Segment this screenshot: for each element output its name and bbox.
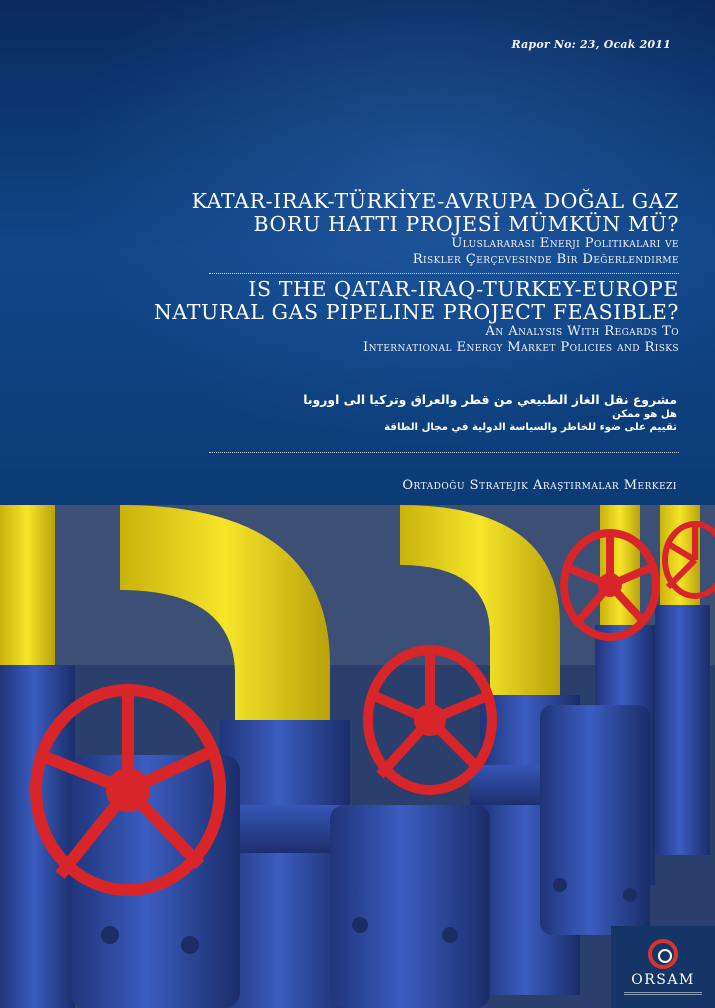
english-subtitle-line-1: An Analysis With Regards To — [485, 324, 679, 339]
report-number: Rapor No: 23, Ocak 2011 — [511, 38, 671, 51]
english-subtitle-line-2: International Energy Market Policies and Risks — [363, 340, 679, 355]
arabic-title-block — [157, 392, 677, 434]
orsam-logo-subline — [624, 992, 702, 995]
english-title-line-2: NATURAL GAS PIPELINE PROJECT FEASIBLE? — [153, 300, 679, 324]
dotted-divider — [209, 452, 679, 453]
arabic-title-line-2: هل هو ممكن — [612, 409, 677, 420]
pipeline-illustration — [0, 505, 715, 1008]
publisher-name: Ortadoğu Stratejik Araştırmalar Merkezi — [402, 478, 677, 493]
english-title-line-1: IS THE QATAR-IRAQ-TURKEY-EUROPE — [248, 277, 679, 301]
turkish-subtitle-line-2: Riskler Çerçevesinde Bir Değerlendirme — [412, 252, 679, 267]
title-block — [39, 190, 679, 356]
pipeline-photo — [0, 505, 715, 1008]
orsam-logo — [611, 926, 715, 1008]
dotted-divider — [209, 273, 679, 274]
turkish-title-line-2: BORU HATTI PROJESİ MÜMKÜN MÜ? — [253, 212, 679, 236]
orsam-logo-icon — [648, 939, 678, 969]
arabic-title-line-1: مشروع نقل الغاز الطبيعي من قطر والعراق وتركيا الى اوروبا — [303, 392, 677, 407]
turkish-title-line-1: KATAR-IRAK-TÜRKİYE-AVRUPA DOĞAL GAZ — [191, 189, 679, 213]
arabic-title-line-3: تقييم على ضوء للخاطر والسياسة الدولية في مجال الطاقة — [384, 422, 677, 433]
turkish-subtitle-line-1: Uluslararası Enerji Politikaları ve — [451, 236, 679, 251]
orsam-logo-text: ORSAM — [631, 972, 695, 988]
